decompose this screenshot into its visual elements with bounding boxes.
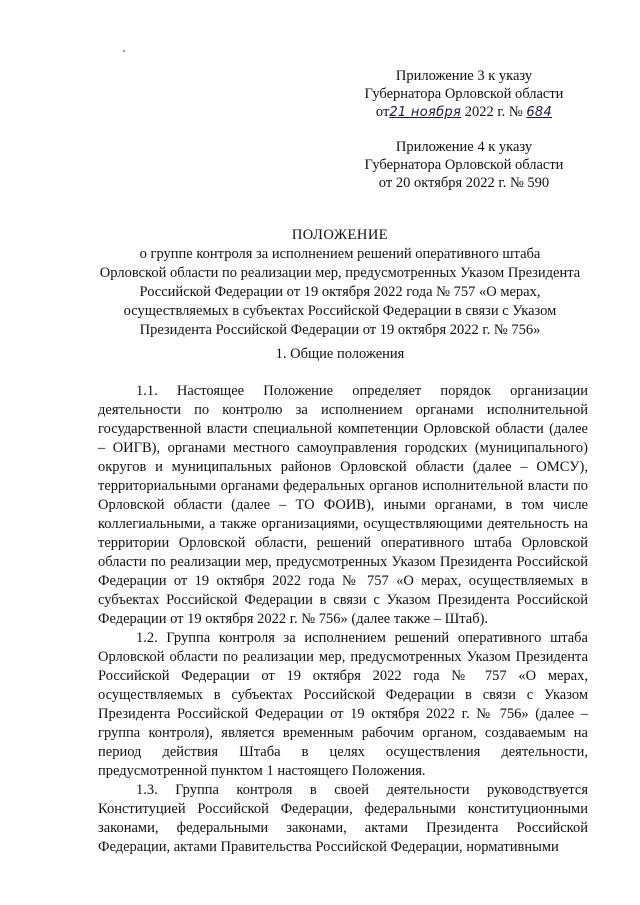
appendix-4-block — [358, 138, 570, 192]
title-line5: Президента Российской Федерации от 19 октября 2022 г. № 756» — [139, 322, 541, 338]
handwritten-number: 684 — [526, 105, 553, 120]
section-heading: 1. Общие положения — [275, 346, 405, 362]
paragraph-1-3: 1.3. Группа контроля в своей деятельности руководствуется Конституцией Российской Федерации, федеральными конституционными законами, федеральными законами, актами Президента Российской Федерации, актами Правительства Российской Федерации, нормативными — [98, 782, 588, 855]
document-title — [90, 226, 590, 340]
appendix-3-block — [358, 67, 570, 122]
appendix-4-line3: от 20 октября 2022 г. № 590 — [378, 175, 550, 191]
title-line1: о группе контроля за исполнением решений оперативного штаба — [139, 246, 541, 262]
title-line2: Орловской области по реализации мер, предусмотренных Указом Президента — [99, 265, 581, 281]
appendix-4-line2: Губернатора Орловской области — [364, 157, 564, 173]
appendix-3-line1: Приложение 3 к указу — [395, 68, 533, 84]
appendix-3-line2: Губернатора Орловской области — [364, 86, 564, 102]
appendix-3-date-suffix: 2022 г. № — [464, 104, 523, 120]
paragraph-1-2: 1.2. Группа контроля за исполнением решений оперативного штаба Орловской области по реализации мер, предусмотренных Указом Президента Российской Федерации от 19 октября 2022 года № 757 «О мерах, осуществляемых в субъектах Российской Федерации в связи с Указом Президента Российской Федерации от 19 октября 2022 г. № 756» (далее – группа контроля), является временным рабочим органом, создаваемым на период действия Штаба в целях осуществления деятельности, предусмотренной пунктом 1 настоящего Положения. — [98, 630, 588, 779]
appendix-3-date-line — [358, 103, 570, 122]
handwritten-date: 21 ноября — [389, 105, 462, 120]
title-line3: Российской Федерации от 19 октября 2022 года № 757 «О мерах, — [139, 284, 541, 300]
scan-speck — [123, 50, 125, 52]
appendix-3-date-prefix: от — [375, 104, 390, 120]
title-line4: осуществляемых в субъектах Российской Федерации в связи с Указом — [123, 303, 557, 319]
paragraph-1-1: 1.1. Настоящее Положение определяет порядок организации деятельности по контролю за исполнением органами исполнительной государственной власти специальной компетенции Орловской области (далее – ОИГВ), органами местного самоуправления городских (муниципального) округов и муниципальных районов Орловской области (далее – ОМСУ), территориальными органами федеральных органов исполнительной власти по Орловской области (далее – ТО ФОИВ), иными органами, в том числе коллегиальными, а также организациями, осуществляющими деятельность на территории Орловской области, решений оперативного штаба Орловской области по реализации мер, предусмотренных Указом Президента Российской Федерации от 19 октября 2022 года № 757 «О мерах, осуществляемых в субъектах Российской Федерации в связи с Указом Президента Российской Федерации от 19 октября 2022 г. № 756» (далее также – Штаб). — [98, 383, 588, 627]
appendix-4-line1: Приложение 4 к указу — [395, 139, 533, 155]
title-heading: ПОЛОЖЕНИЕ — [291, 227, 389, 243]
body-text — [98, 382, 588, 857]
